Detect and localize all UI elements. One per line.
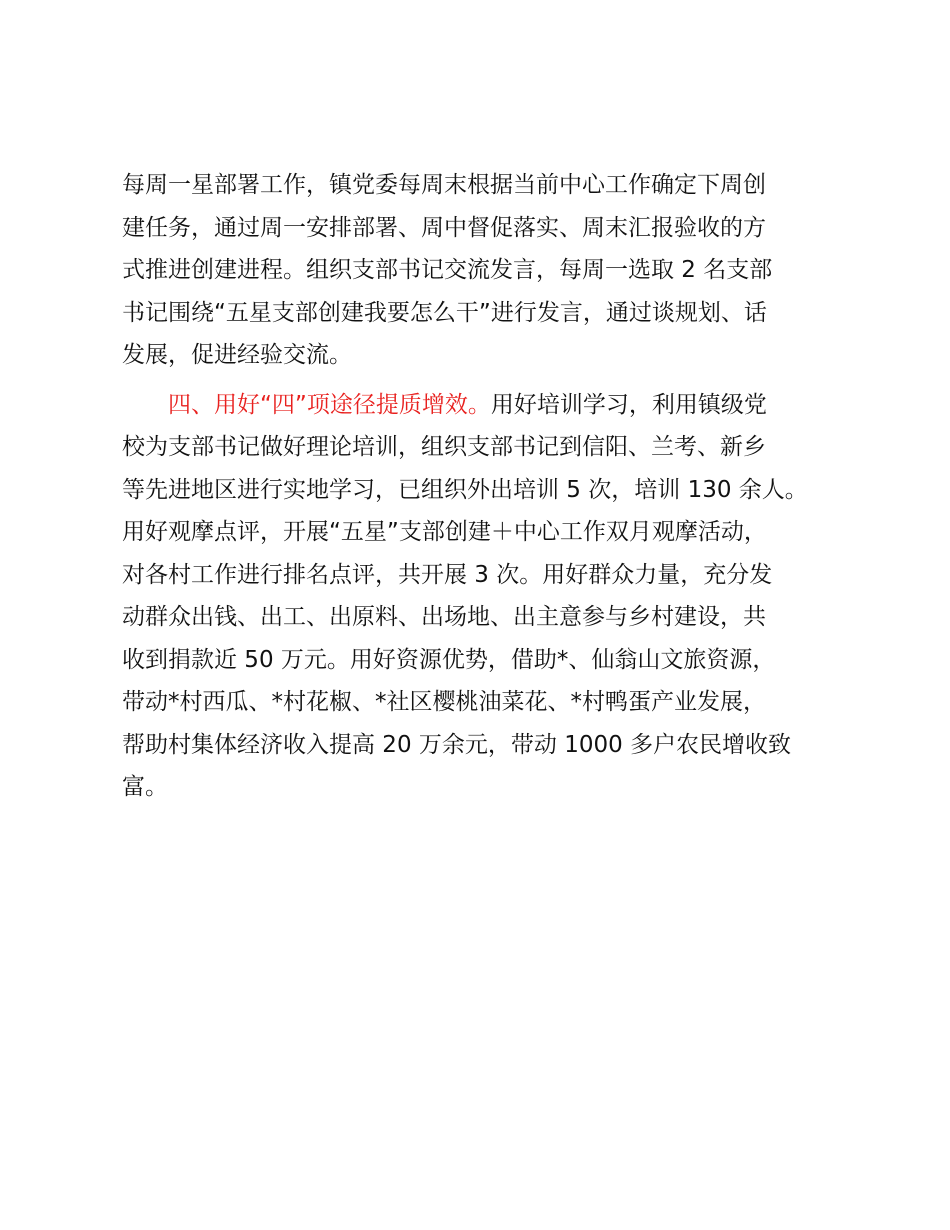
text-line: 发展，促进经验交流。 bbox=[122, 342, 352, 368]
text-segment: 用好培训学习，利用镇级党 bbox=[490, 391, 767, 418]
text-line: 每周一星部署工作，镇党委每周末根据当前中心工作确定下周创 bbox=[122, 172, 766, 198]
text-line: 富。 bbox=[122, 774, 168, 800]
section-heading: 四、用好“四”项途径提质增效。 bbox=[168, 391, 491, 418]
text-line: 书记围绕“五星支部创建我要怎么干”进行发言，通过谈规划、话 bbox=[122, 299, 767, 326]
text-line: 动群众出钱、出工、出原料、出场地、出主意参与乡村建设，共 bbox=[122, 604, 766, 630]
paragraph-2-first-line bbox=[122, 384, 862, 427]
text-line: 对各村工作进行排名点评，共开展 3 次。用好群众力量，充分发 bbox=[122, 561, 773, 588]
document-body bbox=[122, 164, 862, 809]
text-line: 用好观摩点评，开展“五星”支部创建＋中心工作双月观摩活动， bbox=[122, 519, 767, 545]
text-line: 带动*村西瓜、*村花椒、*社区樱桃油菜花、*村鸭蛋产业发展， bbox=[122, 689, 766, 715]
text-line: 收到捐款近 50 万元。用好资源优势，借助*、仙翁山文旅资源， bbox=[122, 646, 776, 673]
paragraph-2 bbox=[122, 384, 862, 809]
text-line: 等先进地区进行实地学习，已组织外出培训 5 次，培训 130 余人。 bbox=[122, 476, 808, 503]
text-line: 校为支部书记做好理论培训，组织支部书记到信阳、兰考、新乡 bbox=[122, 434, 766, 460]
paragraph-1 bbox=[122, 164, 862, 377]
text-line: 式推进创建进程。组织支部书记交流发言，每周一选取 2 名支部 bbox=[122, 257, 773, 283]
paragraph-gap bbox=[122, 377, 862, 384]
text-line: 建任务，通过周一安排部署、周中督促落实、周末汇报验收的方 bbox=[122, 214, 766, 241]
text-line: 帮助村集体经济收入提高 20 万余元，带动 1000 多户农民增收致 bbox=[122, 731, 792, 758]
